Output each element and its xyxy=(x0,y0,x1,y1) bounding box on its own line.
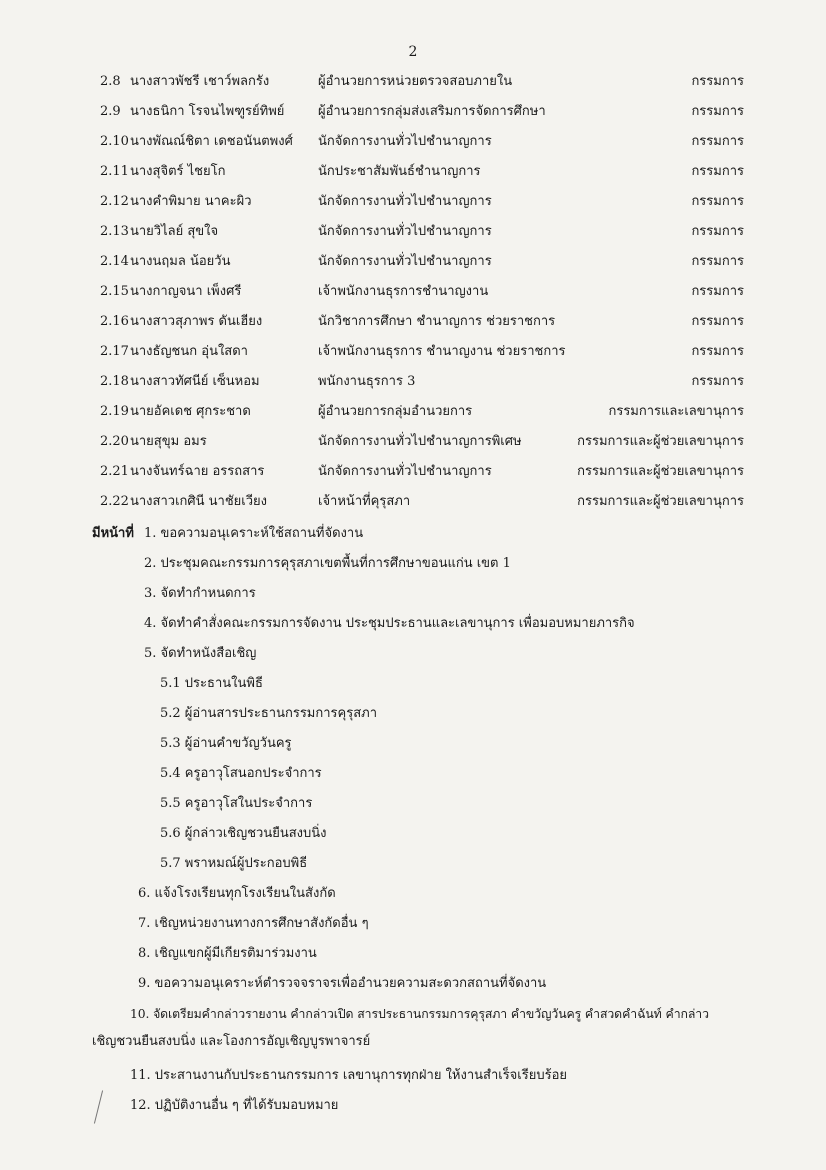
member-row xyxy=(0,340,826,364)
member-number: 2.15 xyxy=(100,284,129,299)
duty-subitem: 5.7 พราหมณ์ผู้ประกอบพิธี xyxy=(160,856,308,871)
member-position: ผู้อำนวยการกลุ่มอำนวยการ xyxy=(318,404,473,419)
member-role: กรรมการ xyxy=(691,104,744,119)
member-role: กรรมการและผู้ช่วยเลขานุการ xyxy=(577,494,744,509)
page-number: 2 xyxy=(408,44,418,60)
duty-subitem: 5.3 ผู้อ่านคำขวัญวันครู xyxy=(160,736,292,751)
member-position: นักจัดการงานทั่วไปชำนาญการ xyxy=(318,464,492,479)
member-position: เจ้าหน้าที่คุรุสภา xyxy=(318,494,411,509)
member-role: กรรมการ xyxy=(691,284,744,299)
duty-item: 7. เชิญหน่วยงานทางการศึกษาสังกัดอื่น ๆ xyxy=(138,916,369,931)
member-role: กรรมการ xyxy=(691,314,744,329)
duty-item: 1. ขอความอนุเคราะห์ใช้สถานที่จัดงาน xyxy=(144,526,364,541)
member-row xyxy=(0,250,826,274)
member-name: นางธัญชนก อุ่นใสดา xyxy=(130,344,248,359)
member-name: นางกาญจนา เพ็งศรี xyxy=(130,284,242,299)
member-row xyxy=(0,400,826,424)
member-number: 2.19 xyxy=(100,404,129,419)
member-name: นางสาวพัชรี เชาว์พลกรัง xyxy=(130,74,270,89)
member-position: นักวิชาการศึกษา ชำนาญการ ช่วยราชการ xyxy=(318,314,556,329)
member-row xyxy=(0,130,826,154)
member-name: นางสุจิตร์ ไชยโก xyxy=(130,164,226,179)
member-position: นักจัดการงานทั่วไปชำนาญการพิเศษ xyxy=(318,434,522,449)
member-number: 2.18 xyxy=(100,374,129,389)
member-number: 2.13 xyxy=(100,224,129,239)
member-row xyxy=(0,70,826,94)
member-name: นางสาวเกศินี นาชัยเวียง xyxy=(130,494,267,509)
member-name: นางจันทร์ฉาย อรรถสาร xyxy=(130,464,265,479)
duty-subitem: 5.4 ครูอาวุโสนอกประจำการ xyxy=(160,766,322,781)
member-position: นักจัดการงานทั่วไปชำนาญการ xyxy=(318,134,492,149)
member-role: กรรมการ xyxy=(691,344,744,359)
member-role: กรรมการ xyxy=(691,134,744,149)
member-role: กรรมการ xyxy=(691,194,744,209)
member-row xyxy=(0,430,826,454)
duty-item: 5. จัดทำหนังสือเชิญ xyxy=(144,646,257,661)
member-number: 2.17 xyxy=(100,344,129,359)
member-name: นางคำพิมาย นาคะผิว xyxy=(130,194,252,209)
member-position: ผู้อำนวยการหน่วยตรวจสอบภายใน xyxy=(318,74,513,89)
member-name: นางธนิกา โรจนไพฑูรย์ทิพย์ xyxy=(130,104,285,119)
member-position: พนักงานธุรการ 3 xyxy=(318,374,416,389)
duty-subitem: 5.1 ประธานในพิธี xyxy=(160,676,263,691)
member-row xyxy=(0,490,826,514)
duty-item: 11. ประสานงานกับประธานกรรมการ เลขานุการทุกฝ่าย ให้งานสำเร็จเรียบร้อย xyxy=(130,1068,568,1083)
member-number: 2.21 xyxy=(100,464,129,479)
member-number: 2.8 xyxy=(100,74,121,89)
member-name: นางสาวสุภาพร ดันเฮียง xyxy=(130,314,263,329)
duty-subitem: 5.2 ผู้อ่านสารประธานกรรมการคุรุสภา xyxy=(160,706,378,721)
member-number: 2.22 xyxy=(100,494,129,509)
member-number: 2.20 xyxy=(100,434,129,449)
duty-item: 3. จัดทำกำหนดการ xyxy=(144,586,256,601)
member-position: เจ้าพนักงานธุรการ ชำนาญงาน ช่วยราชการ xyxy=(318,344,566,359)
duties-label: มีหน้าที่ xyxy=(92,526,134,541)
member-role: กรรมการและผู้ช่วยเลขานุการ xyxy=(577,434,744,449)
member-name: นายวิไลย์ สุขใจ xyxy=(130,224,219,239)
member-number: 2.9 xyxy=(100,104,121,119)
member-name: นางพัณณ์ชิตา เดชอนันตพงศ์ xyxy=(130,134,293,149)
member-role: กรรมการ xyxy=(691,74,744,89)
member-number: 2.12 xyxy=(100,194,129,209)
member-row xyxy=(0,160,826,184)
member-row xyxy=(0,100,826,124)
member-row xyxy=(0,460,826,484)
member-name: นางนฤมล น้อยวัน xyxy=(130,254,231,269)
member-number: 2.11 xyxy=(100,164,129,179)
member-row xyxy=(0,370,826,394)
member-role: กรรมการ xyxy=(691,164,744,179)
member-role: กรรมการ xyxy=(691,374,744,389)
member-position: นักจัดการงานทั่วไปชำนาญการ xyxy=(318,224,492,239)
member-position: นักจัดการงานทั่วไปชำนาญการ xyxy=(318,254,492,269)
duty-item: 10. จัดเตรียมคำกล่าวรายงาน คำกล่าวเปิด สารประธานกรรมการคุรุสภา คำขวัญวันครู คำสวดคำฉันท์ คำกล่าว xyxy=(130,1007,709,1021)
duty-subitem: 5.5 ครูอาวุโสในประจำการ xyxy=(160,796,313,811)
duty-item: 6. แจ้งโรงเรียนทุกโรงเรียนในสังกัด xyxy=(138,886,336,901)
member-number: 2.14 xyxy=(100,254,129,269)
member-position: เจ้าพนักงานธุรการชำนาญงาน xyxy=(318,284,489,299)
member-position: นักประชาสัมพันธ์ชำนาญการ xyxy=(318,164,481,179)
member-role: กรรมการและผู้ช่วยเลขานุการ xyxy=(577,464,744,479)
member-number: 2.16 xyxy=(100,314,129,329)
member-row xyxy=(0,280,826,304)
member-row xyxy=(0,220,826,244)
duty-item: 2. ประชุมคณะกรรมการคุรุสภาเขตพื้นที่การศึกษาขอนแก่น เขต 1 xyxy=(144,556,511,571)
member-name: นายสุขุม อมร xyxy=(130,434,207,449)
member-position: ผู้อำนวยการกลุ่มส่งเสริมการจัดการศึกษา xyxy=(318,104,546,119)
member-position: นักจัดการงานทั่วไปชำนาญการ xyxy=(318,194,492,209)
duty-item-continuation: เชิญชวนยืนสงบนิ่ง และโองการอัญเชิญบูรพาจารย์ xyxy=(92,1034,371,1049)
pen-mark xyxy=(94,1090,103,1123)
member-role: กรรมการและเลขานุการ xyxy=(608,404,744,419)
duty-item: 12. ปฏิบัติงานอื่น ๆ ที่ได้รับมอบหมาย xyxy=(130,1098,339,1113)
member-role: กรรมการ xyxy=(691,224,744,239)
member-name: นายอัคเดช ศุกระชาด xyxy=(130,404,251,419)
member-row xyxy=(0,190,826,214)
duty-item: 9. ขอความอนุเคราะห์ตำรวจจราจรเพื่ออำนวยความสะดวกสถานที่จัดงาน xyxy=(138,976,547,991)
member-role: กรรมการ xyxy=(691,254,744,269)
duty-subitem: 5.6 ผู้กล่าวเชิญชวนยืนสงบนิ่ง xyxy=(160,826,327,841)
member-row xyxy=(0,310,826,334)
duty-item: 4. จัดทำคำสั่งคณะกรรมการจัดงาน ประชุมประธานและเลขานุการ เพื่อมอบหมายภารกิจ xyxy=(144,616,635,631)
member-number: 2.10 xyxy=(100,134,129,149)
member-name: นางสาวทัศนีย์ เซ็นหอม xyxy=(130,374,260,389)
duty-item: 8. เชิญแขกผู้มีเกียรติมาร่วมงาน xyxy=(138,946,317,961)
